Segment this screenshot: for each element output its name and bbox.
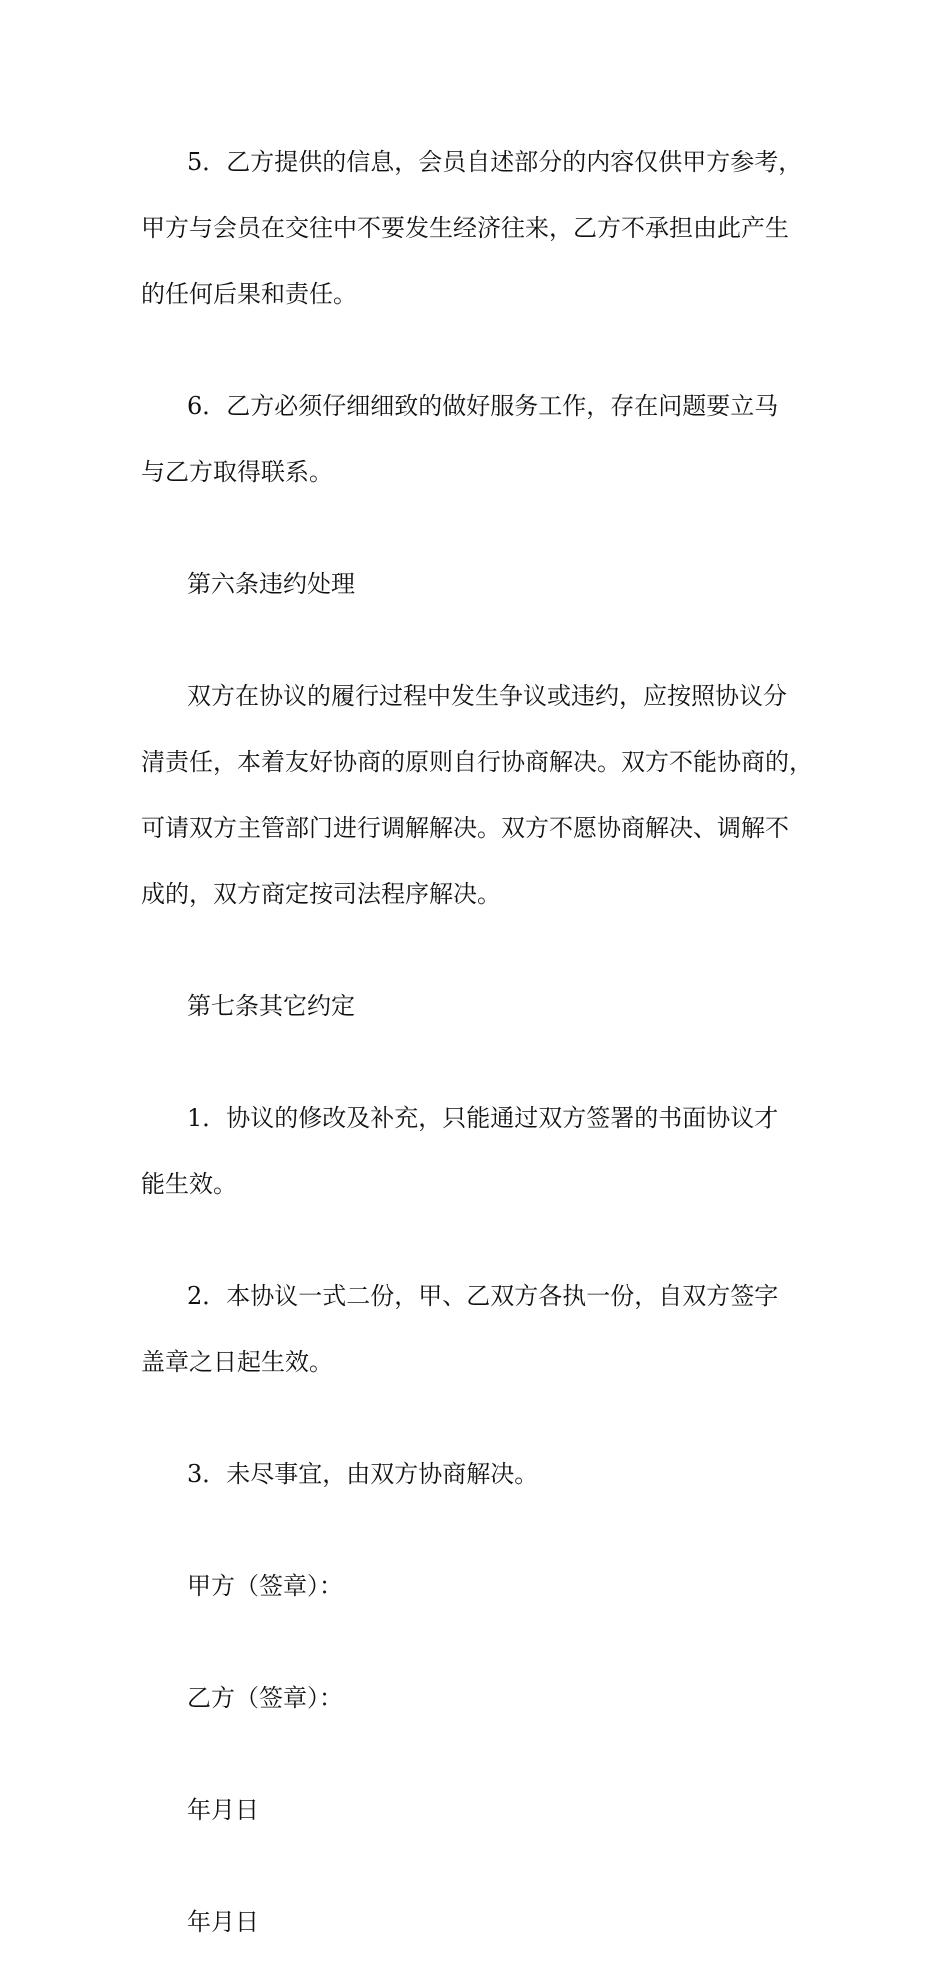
heading-text: 第六条违约处理 bbox=[187, 570, 355, 598]
paragraph-line: 与乙方取得联系。 bbox=[141, 458, 333, 486]
date-label: 年月日 bbox=[187, 1908, 259, 1936]
paragraph-line: 的任何后果和责任。 bbox=[141, 280, 357, 308]
date-label: 年月日 bbox=[187, 1796, 259, 1824]
article-7-item-1-paragraph bbox=[141, 1069, 821, 1234]
paragraph-line: 5．乙方提供的信息，会员自述部分的内容仅供甲方参考， bbox=[187, 148, 803, 176]
date-line-party-a bbox=[141, 1761, 821, 1860]
heading-text: 第七条其它约定 bbox=[187, 992, 355, 1020]
article-7-item-3-paragraph bbox=[141, 1425, 821, 1524]
signature-label: 乙方（签章）： bbox=[187, 1684, 343, 1712]
paragraph-line: 成的，双方商定按司法程序解决。 bbox=[141, 880, 501, 908]
paragraph-line: 可请双方主管部门进行调解解决。双方不愿协商解决、调解不 bbox=[141, 814, 789, 842]
date-line-party-b bbox=[141, 1873, 821, 1972]
paragraph-line: 清责任，本着友好协商的原则自行协商解决。双方不能协商的， bbox=[141, 748, 813, 776]
paragraph-line: 1．协议的修改及补充，只能通过双方签署的书面协议才 bbox=[187, 1104, 779, 1132]
paragraph-line: 能生效。 bbox=[141, 1170, 237, 1198]
clause-5-paragraph bbox=[141, 113, 821, 344]
article-6-heading bbox=[141, 535, 821, 634]
clause-6-paragraph bbox=[141, 357, 821, 522]
article-7-heading bbox=[141, 957, 821, 1056]
paragraph-line: 盖章之日起生效。 bbox=[141, 1348, 333, 1376]
party-b-signature-line bbox=[141, 1649, 821, 1748]
document-body bbox=[141, 113, 821, 1985]
article-7-item-2-paragraph bbox=[141, 1247, 821, 1412]
paragraph-line: 3．未尽事宜，由双方协商解决。 bbox=[187, 1460, 539, 1488]
paragraph-line: 双方在协议的履行过程中发生争议或违约，应按照协议分 bbox=[187, 682, 787, 710]
paragraph-line: 2．本协议一式二份，甲、乙双方各执一份，自双方签字 bbox=[187, 1282, 779, 1310]
party-a-signature-line bbox=[141, 1537, 821, 1636]
signature-label: 甲方（签章）： bbox=[187, 1572, 343, 1600]
paragraph-line: 甲方与会员在交往中不要发生经济往来，乙方不承担由此产生 bbox=[141, 214, 789, 242]
article-6-body-paragraph bbox=[141, 647, 821, 944]
paragraph-line: 6．乙方必须仔细细致的做好服务工作，存在问题要立马 bbox=[187, 392, 779, 420]
